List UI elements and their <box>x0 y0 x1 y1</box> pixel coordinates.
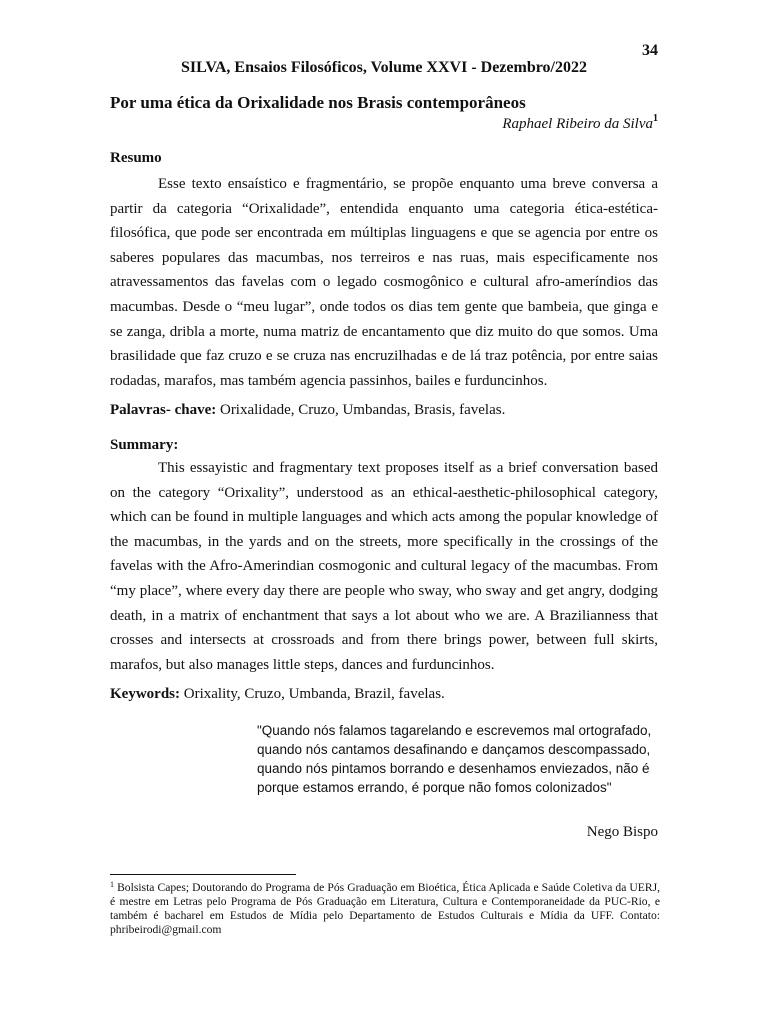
epigraph-author: Nego Bispo <box>586 824 658 840</box>
resumo-keywords-value: Orixalidade, Cruzo, Umbandas, Brasis, favelas. <box>219 402 506 418</box>
resumo-keywords-label: Palavras- chave: <box>110 402 217 418</box>
footnote-divider <box>110 874 296 875</box>
author-name: Raphael Ribeiro da Silva <box>502 116 653 132</box>
epigraph-quote: "Quando nós falamos tagarelando e escrevemos mal ortografado, quando nós cantamos desafinando e dançamos descompassado, quando nós pintamos borrando e desenhamos enviezados, não é porque estamos errando, é porque não fomos colonizados" <box>257 723 652 795</box>
summary-keywords <box>110 686 658 703</box>
footnote-text: Bolsista Capes; Doutorando do Programa de Pós Graduação em Bioética, Ética Aplicada e Saúde Coletiva da UERJ, é mestre em Letras pelo Programa de Pós Graduação em Literatura, Cultura e Contemporaneidade da PUC-Rio, e também é bacharel em Estudos de Mídia pelo Departamento de Estudos Culturais e Mídia da UFF. Contato: phribeirodi@gmail.com <box>110 881 661 936</box>
resumo-keywords <box>110 402 658 419</box>
summary-keywords-value: Orixality, Cruzo, Umbanda, Brazil, favelas. <box>183 686 445 702</box>
resumo-heading: Resumo <box>110 150 162 166</box>
article-title: Por uma ética da Orixalidade nos Brasis contemporâneos <box>110 93 526 112</box>
summary-keywords-label: Keywords: <box>110 686 180 702</box>
resumo-text: Esse texto ensaístico e fragmentário, se propõe enquanto uma breve conversa a partir da categoria “Orixalidade”, entendida enquanto uma categoria ética-estética-filosófica, que pode ser encontrada em múltiplas linguagens e que se agencia por entre os saberes populares das macumbas, nos terreiros e nas ruas, mais especificamente nos atravessamentos das favelas com o legado cosmogônico e cultural afro-ameríndios das macumbas. Desde o “meu lugar”, onde todos os dias tem gente que bambeia, que ginga e se zanga, dribla a morte, numa matriz de encantamento que diz muito do que somos. Uma brasilidade que faz cruzo e se cruza nas encruzilhadas e de lá traz potência, por entre saias rodadas, marafos, mas também agencia passinhos, bailes e furduncinhos. <box>110 176 658 389</box>
page-number: 34 <box>642 42 658 59</box>
footnote-mark: 1 <box>110 880 114 889</box>
article-author <box>502 113 658 133</box>
footnote <box>110 881 660 937</box>
author-footnote-mark: 1 <box>653 113 658 124</box>
summary-heading: Summary: <box>110 437 179 453</box>
running-head: SILVA, Ensaios Filosóficos, Volume XXVI - Dezembro/2022 <box>181 59 587 76</box>
summary-text: This essayistic and fragmentary text proposes itself as a brief conversation based on the category “Orixality”, understood as an ethical-aesthetic-philosophical category, which can be found in multiple languages and which acts among the popular knowledge of the macumbas, in the yards and on the streets, more specifically in the crossings of the favelas with the Afro-Amerindian cosmogonic and cultural legacy of the macumbas. From “my place”, where every day there are people who sway, who sway and get angry, dodging death, in a matrix of enchantment that says a lot about who we are. A Brazilianness that crosses and intersects at crossroads and from there brings power, between full skirts, marafos, but also manages little steps, dances and furduncinhos. <box>110 460 658 673</box>
